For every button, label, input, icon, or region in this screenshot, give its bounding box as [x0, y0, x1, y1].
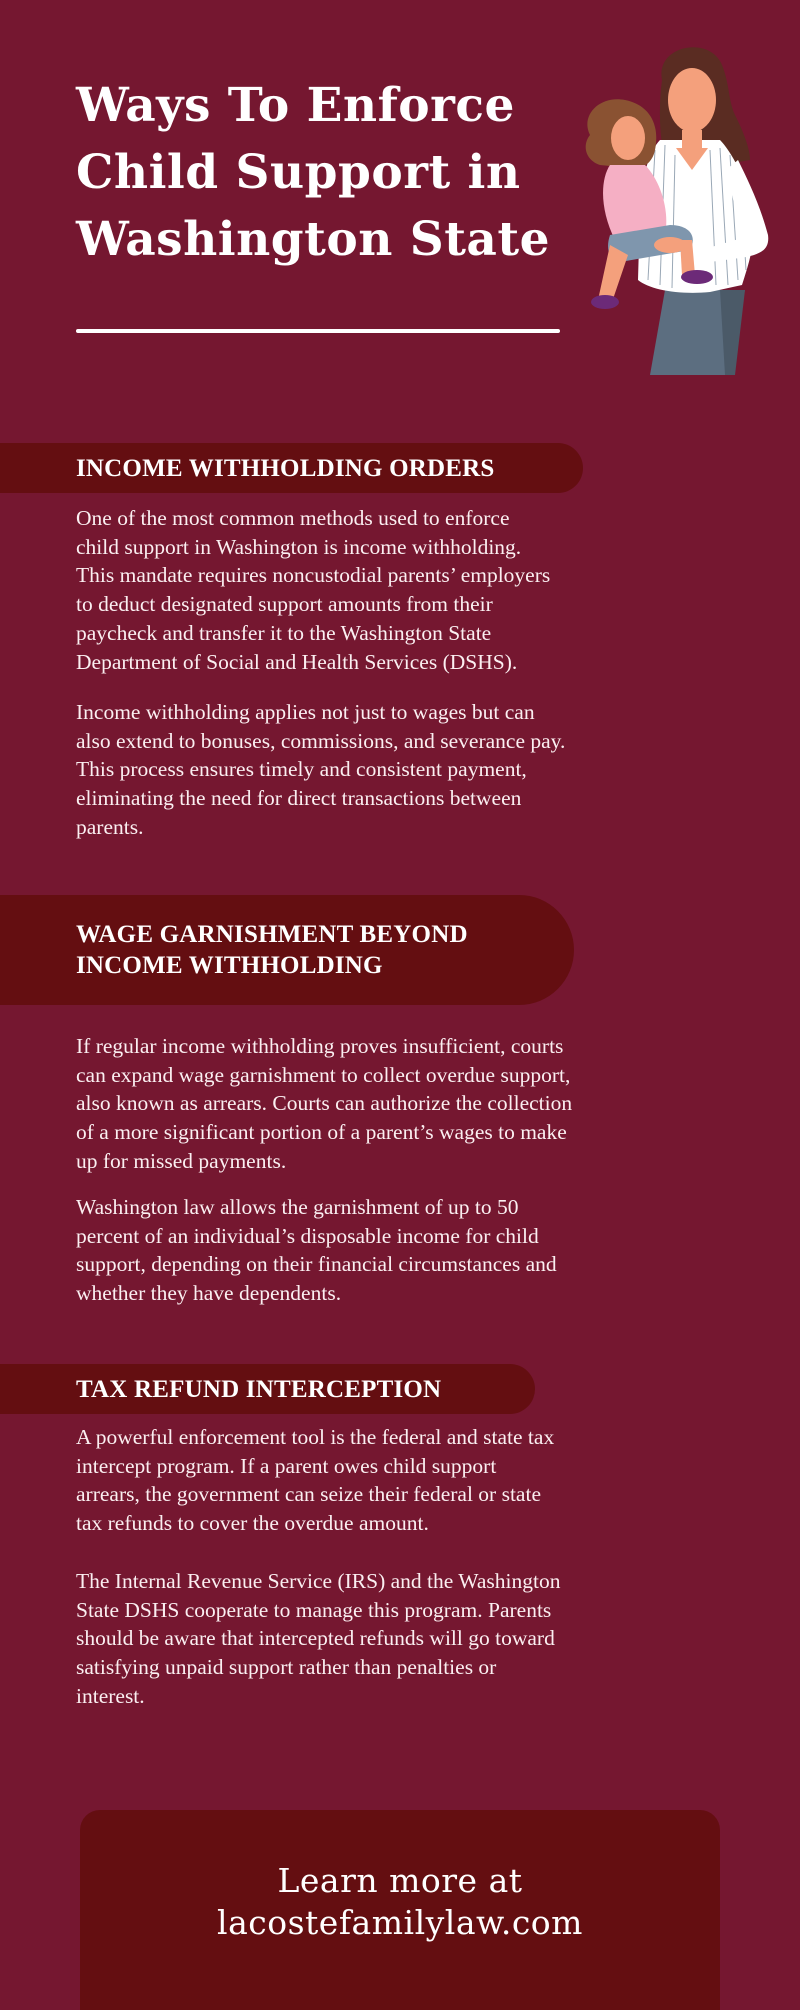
section-paragraph: One of the most common methods used to enforce child support in Washington is income withholding. This mandate requires noncustodial parents’ employers to deduct designated support amounts from their paycheck and transfer it to the Washington State Department of Social and Health Services (DSHS). [76, 506, 551, 674]
section-paragraph: If regular income withholding proves insufficient, courts can expand wage garnishment to collect overdue support, also known as arrears. Courts can authorize the collection of a more significant portion of a parent’s wages to make up for missed payments. [76, 1034, 573, 1173]
section-header-income-withholding [0, 443, 583, 493]
section-paragraph: A powerful enforcement tool is the federal and state tax intercept program. If a parent owes child support arrears, the government can seize their federal or state tax refunds to cover the overdue amount. [76, 1425, 555, 1536]
mother-child-illustration-icon [570, 40, 800, 380]
title-line: Ways To Enforce [76, 78, 515, 133]
title-line: Washington State [76, 212, 550, 267]
section-header-wage-garnishment [0, 895, 574, 1005]
section-heading: INCOME WITHHOLDING ORDERS [76, 454, 495, 482]
section-paragraph: The Internal Revenue Service (IRS) and the Washington State DSHS cooperate to manage this program. Parents should be aware that intercepted refunds will go toward satisfying unpaid support rather than penalties or interest. [76, 1569, 561, 1708]
footer-cta-box [80, 1810, 720, 2010]
section-paragraph: Washington law allows the garnishment of up to 50 percent of an individual’s disposable income for child support, depending on their financial circumstances and whether they have dependents. [76, 1195, 557, 1306]
title-divider [76, 329, 560, 333]
section-heading: TAX REFUND INTERCEPTION [76, 1375, 442, 1403]
page-title [76, 72, 596, 273]
section-heading: WAGE GARNISHMENT BEYOND INCOME WITHHOLDING [76, 921, 468, 979]
section-header-tax-refund [0, 1364, 535, 1414]
website-link[interactable]: Learn more at lacostefamilylaw.com [217, 1861, 583, 1942]
section-paragraph: Income withholding applies not just to wages but can also extend to bonuses, commissions, and severance pay. This process ensures timely and consistent payment, eliminating the need for direct transactions between parents. [76, 700, 566, 839]
title-line: Child Support in [76, 145, 521, 200]
